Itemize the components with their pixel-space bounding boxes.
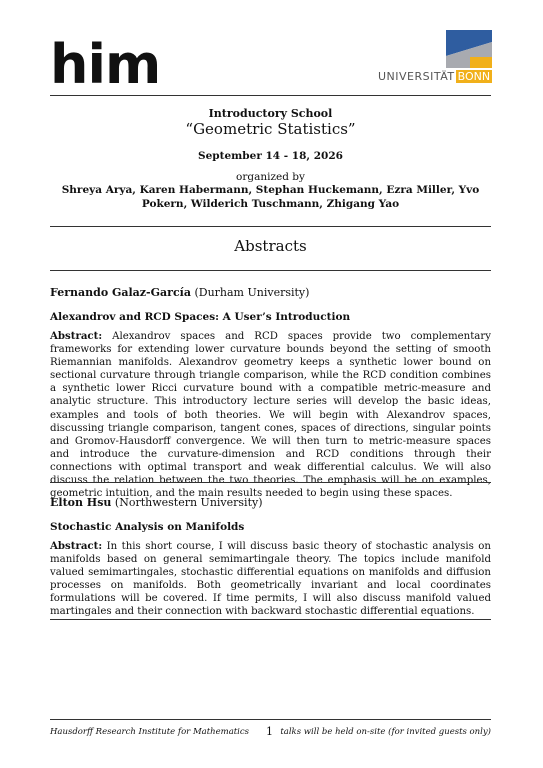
talk-divider xyxy=(50,619,491,620)
speaker-line xyxy=(50,286,491,300)
speaker-affiliation: (Durham University) xyxy=(194,286,310,299)
event-dates: September 14 - 18, 2026 xyxy=(198,150,343,162)
talk-title: Alexandrov and RCD Spaces: A User’s Introduction xyxy=(50,311,351,323)
abstract-label: Abstract: xyxy=(50,540,103,552)
header-divider xyxy=(50,95,491,96)
speaker-name: Fernando Galaz-García xyxy=(50,286,191,299)
him-logo: him xyxy=(50,33,161,96)
university-bonn-logo xyxy=(378,30,492,85)
organized-by-label: organized by xyxy=(236,171,305,183)
speaker-name: Elton Hsu xyxy=(50,496,112,509)
speaker-line xyxy=(50,496,491,510)
talk-entry xyxy=(50,496,491,619)
university-prefix: UNIVERSITÄT xyxy=(378,70,455,83)
event-title: “Geometric Statistics” xyxy=(185,120,356,138)
bonn-logo-graphic-icon xyxy=(446,30,492,68)
talk-entry xyxy=(50,286,491,500)
section-divider-bottom xyxy=(50,270,491,271)
school-label: Introductory School xyxy=(208,107,333,120)
abstract-text: Alexandrov spaces and RCD spaces provide two complementary frameworks for extending lower curvature bounds beyond the setting of smooth Riemannian manifolds. Alexandrov geometry keeps a synthetic lower bound on sectional curvature through triangle comparison, while the RCD condition combines a synthetic lower Ricci curvature bound with a compatible metric-measure and analytic structure. This introductory lecture series will develop the basic ideas, examples and tools of both theories. We will begin with Alexandrov spaces, discussing triangle comparison, tangent cones, spaces of directions, singular points and Gromov-Hausdorff convergence. We will then turn to metric-measure spaces and introduce the curvature-dimension and RCD conditions through their connections with optimal transport and weak differential calculus. We will also discuss the relation between the two theories. The emphasis will be on examples, geometric intuition, and the main results needed to begin using these spaces. xyxy=(50,331,491,500)
university-city: BONN xyxy=(457,70,491,83)
abstract-label: Abstract: xyxy=(50,330,103,342)
page-number: 1 xyxy=(266,725,273,738)
university-name xyxy=(378,70,492,84)
talk-title: Stochastic Analysis on Manifolds xyxy=(50,521,245,533)
footer-institute: Hausdorff Research Institute for Mathematics xyxy=(50,727,250,737)
section-title: Abstracts xyxy=(234,237,307,255)
footer-note: talks will be held on-site (for invited guests only) xyxy=(280,727,491,737)
talk-abstract xyxy=(50,540,491,619)
abstract-text: In this short course, I will discuss basic theory of stochastic analysis on manifolds based on general semimartingale theory. The topics include manifold valued semimartingales, stochastic differential equations on manifolds and diffusion processes on manifolds. Both geometrically invariant and local coordinates formulations will be covered. If time permits, I will also discuss manifold valued martingales and their connection with backward stochastic differential equations. xyxy=(50,541,491,618)
section-divider-top xyxy=(50,226,491,227)
talk-abstract xyxy=(50,330,491,500)
organizers-list: Shreya Arya, Karen Habermann, Stephan Huckemann, Ezra Miller, Yvo Pokern, Wilderich Tuschmann, Zhigang Yao xyxy=(61,184,480,210)
footer-divider xyxy=(50,719,491,720)
speaker-affiliation: (Northwestern University) xyxy=(114,496,263,509)
talk-divider xyxy=(50,482,491,483)
